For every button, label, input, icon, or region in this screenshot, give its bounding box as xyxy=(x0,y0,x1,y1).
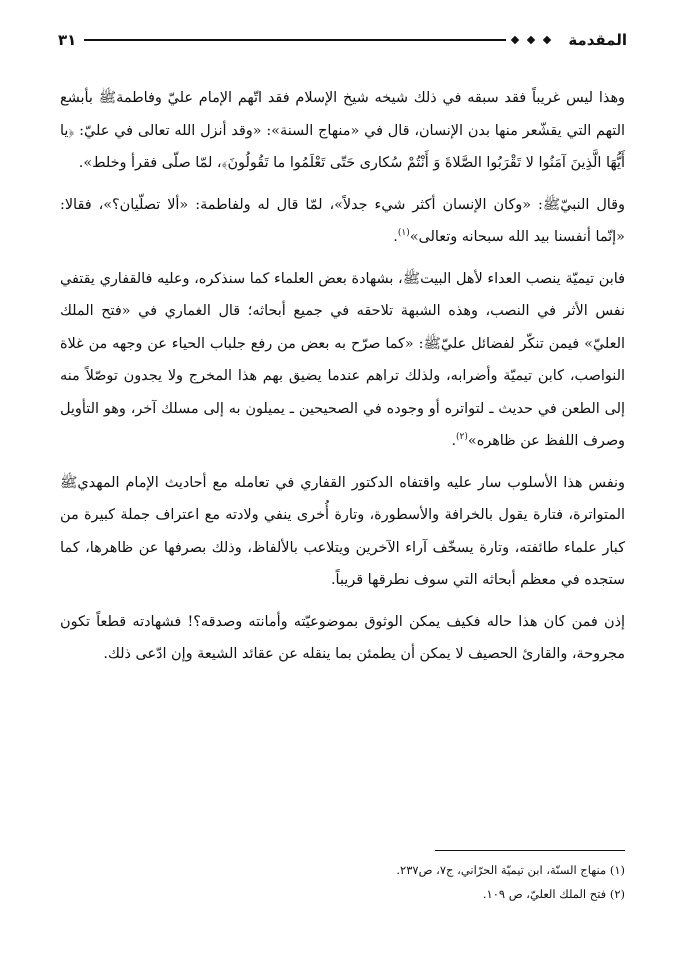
paragraph-5: إذن فمن كان هذا حاله فكيف يمكن الوثوق بموضوعيّته وأمانته وصدقه؟! فشهادته قطعاً تكون مجروحة، والقارئ الحصيف لا يمكن أن يطمئن بما ينقله عن عقائد الشيعة وإن ادّعى ذلك. xyxy=(60,613,625,662)
paragraph-4: ونفس هذا الأسلوب سار عليه واقتفاه الدكتور القفاري في تعامله مع أحاديث الإمام المهديﷺ المتواترة، فتارة يقول بالخرافة والأسطورة، وتارة أُخرى ينفي ولادته مع اعتراف جملة كبيرة من كبار علماء طائفته، وتارة يسخّف آراء الآخرين ويتلاعب بالألفاظ، وذلك بصرفها عن ظاهرها، كما ستجده في معظم أبحاثه التي سوف نطرقها قريباً. xyxy=(60,474,625,588)
page-number: ٣١ xyxy=(58,31,77,49)
diamond-ornament-icon xyxy=(512,37,550,43)
footnotes xyxy=(60,850,625,906)
footnote-ref-1[interactable]: (١) xyxy=(397,228,410,239)
footnote-ref-2[interactable]: (٢) xyxy=(456,432,468,443)
header-rule xyxy=(84,39,506,41)
header-ornament xyxy=(84,37,550,43)
footnote-2: (٢) فتح الملك العليّ، ص ١٠٩. xyxy=(482,887,625,901)
paragraph-1: وهذا ليس غريباً فقد سبقه في ذلك شيخه شيخ الإسلام فقد اتّهم الإمام عليّ وفاطمةﷺ بأبشع التهم التي يقشّعر منها بدن الإنسان، قال في «منهاج السنة»: «وقد أنزل الله تعالى في عليّ: ﴿يا أَيُّهَا الَّذِينَ آمَنُوا لا تَقْرَبُوا الصَّلاةَ وَ أَنْتُمْ سُكارى حَتّى تَعْلَمُوا ما تَقُولُونَ﴾، لمّا صلّى فقرأ وخلط». xyxy=(60,90,625,171)
paragraph-3: فابن تيميّة ينصب العداء لأهل البيتﷺ، بشهادة بعض العلماء كما سنذكره، وعليه فالقفاري يقتفي نفس الأثر في النصب، وهذه الشبهة تلاحقه في جميع أبحاثه؛ قال الغماري في «فتح الملك العليّ» فيمن تنكّر لفضائل عليّﷺ: «كما صرّح به بعض من رفع جلباب الحياء عن وجهه من غلاة النواصب، كابن تيميّة وأضرابه، ولذلك تراهم عندما يضيق بهم هذا المخرج ولا يجدون توصّلاً منه إلى الطعن في حديث ـ لتواتره أو وجوده في الصحيحين ـ يميلون به إلى مسلك آخر، وهو التأويل وصرف اللفظ عن ظاهره»$^{(٢)}$. xyxy=(60,270,625,449)
chapter-title: المقدمة xyxy=(568,31,627,49)
paragraph-2: وقال النبيّﷺ: «وكان الإنسان أكثر شيء جدلاً»، لمّا قال له ولفاطمة: «ألا تصلّيان؟»، فقالا: «إنّما أنفسنا بيد الله سبحانه وتعالى»$^{(١)}$. xyxy=(60,196,625,245)
page-header xyxy=(58,30,627,50)
footnote-1: (١) منهاج السنّة، ابن تيميّة الحرّاني، ج٧، ص٢٣٧. xyxy=(396,863,625,877)
body-text xyxy=(60,82,625,680)
footnote-separator xyxy=(435,850,625,851)
